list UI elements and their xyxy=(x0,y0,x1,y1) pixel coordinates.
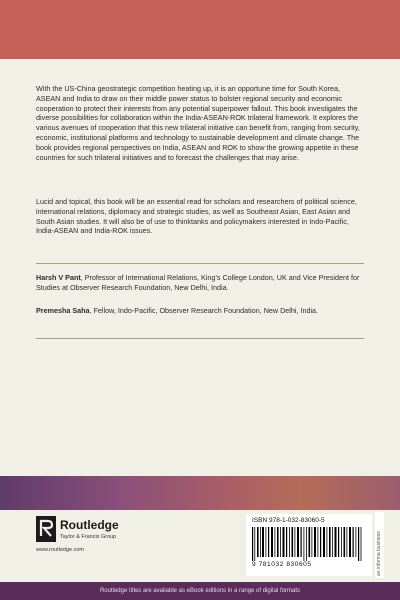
blurb-paragraph-1: With the US-China geostrategic competition heating up, it is an opportune time for South Korea, ASEAN and India to draw on their middle power status to bolster regional security and economic cooperation to protect their interests from any potential superpower fallout. This book investigates the diverse possibilities for collaboration within the India-ASEAN-ROK trilateral framework. It explores the various avenues of cooperation that this new trilateral initiative can benefit from, ranging from security, economic, institutional platforms and technology to sustainable development and climate change. The book provides regional perspectives on India, ASEAN and ROK to show the growing appetite in these countries for such trilateral initiatives and to forecast the challenges that may arise. xyxy=(36,84,360,162)
author-desc-1: , Professor of International Relations, King’s College London, UK and Vice President for Studies at Observer Research Foundation, New Delhi, India. xyxy=(36,273,360,292)
footer-bar xyxy=(0,582,400,600)
author-bio-1 xyxy=(36,273,364,293)
divider-bottom xyxy=(36,338,364,339)
blurb-paragraph-2: Lucid and topical, this book will be an essential read for scholars and researchers of political science, international relations, diplomacy and strategic studies, as well as Southeast Asian, East Asian and South Asian studies. It will also be of use to thinktanks and policymakers interested in Indo-Pacific, India-ASEAN and India-ROK issues. xyxy=(36,197,357,236)
author-bio-2 xyxy=(36,306,364,316)
barcode-bars xyxy=(252,527,364,561)
author-desc-2: , Fellow, Indo-Pacific, Observer Research Foundation, New Delhi, India. xyxy=(89,306,319,315)
author-name-1: Harsh V Pant xyxy=(36,273,81,282)
publisher-subtitle: Taylor & Francis Group xyxy=(60,534,117,540)
informa-label: an informa business xyxy=(376,531,382,576)
top-color-band xyxy=(0,0,400,59)
gradient-band xyxy=(0,476,400,510)
author-name-2: Premesha Saha xyxy=(36,306,90,315)
barcode-digits: 9 781032 830605 xyxy=(252,561,312,568)
isbn: ISBN 978-1-032-83060-5 xyxy=(252,517,325,524)
footer-text: Routledge titles are available as eBook editions in a range of digital formats xyxy=(99,588,301,594)
routledge-logo-icon xyxy=(36,516,56,542)
publisher-url: www.routledge.com xyxy=(36,547,84,553)
publisher-name: Routledge xyxy=(60,518,119,532)
divider-top xyxy=(36,263,364,264)
